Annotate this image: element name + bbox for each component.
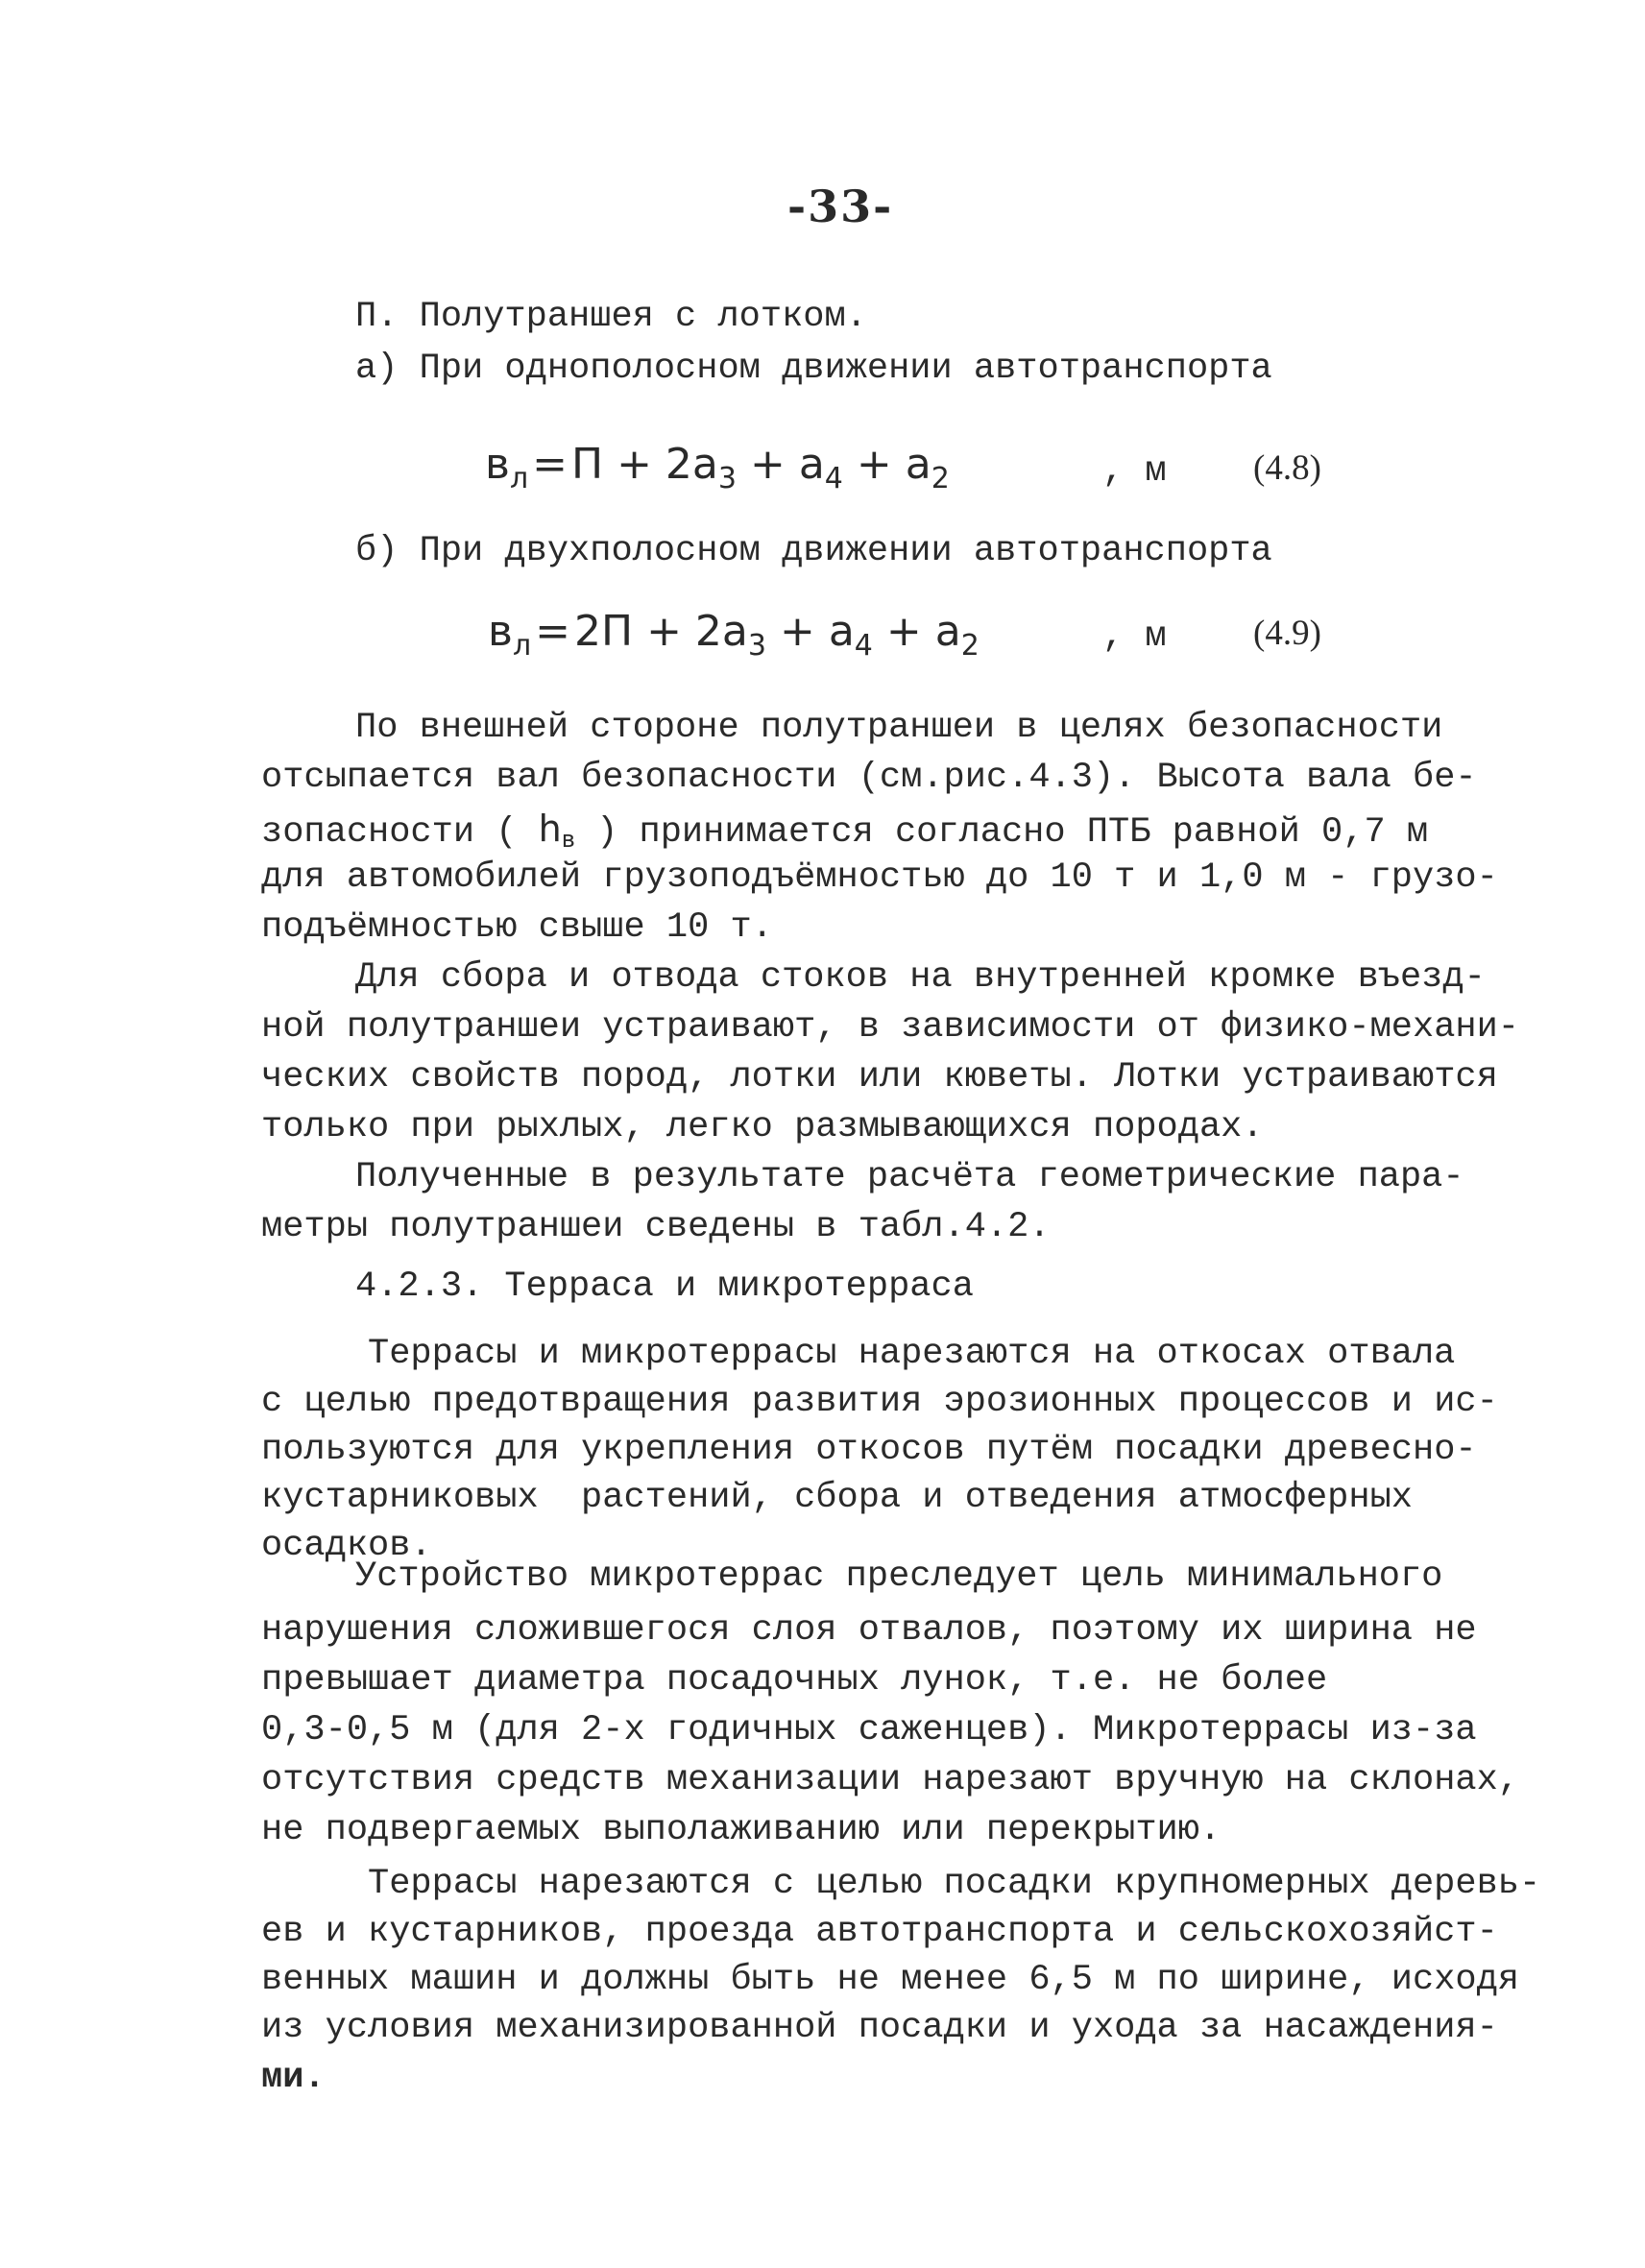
formula-subscript: 3 [747, 629, 766, 663]
paragraph-line: ной полутраншеи устраивают, в зависимости от физико-механи- [261, 1007, 1520, 1048]
paragraph-line: ми. [261, 2058, 326, 2098]
formula-lhs: в [488, 607, 513, 656]
formula-unit: , м [1102, 616, 1167, 657]
paragraph-line: из условия механизированной посадки и ухода за насаждения- [261, 2008, 1498, 2048]
paragraph-line: венных машин и должны быть не менее 6,5 м по ширине, исходя [261, 1960, 1520, 2000]
paragraph-line: только при рыхлых, легко размывающихся породах. [261, 1107, 1264, 1147]
paragraph-line: ев и кустарников, проезда автотранспорта и сельскохозяйст- [261, 1912, 1498, 1952]
formula-subscript: 3 [717, 462, 737, 495]
paragraph-line: метры полутраншеи сведены в табл.4.2. [261, 1207, 1051, 1247]
paragraph-line: Террасы нарезаются с целью посадки крупномерных деревь- [368, 1864, 1541, 1904]
paragraph-line: зопасности ( $h_в$ ) принимается согласно ПТБ равной 0,7 м [261, 808, 1429, 853]
formula-lhs-subscript: л [512, 629, 532, 663]
paragraph-line: пользуются для укрепления откосов путём посадки древесно- [261, 1430, 1477, 1470]
formula-term: 2П + 2а [574, 607, 748, 656]
formula-term: + а [872, 607, 961, 656]
paragraph-line: подъёмностью свыше 10 т. [261, 907, 773, 948]
formula-lhs-subscript: л [509, 462, 529, 495]
page-number: -33- [787, 181, 894, 232]
paragraph-line: отсыпается вал безопасности (см.рис.4.3). Высота вала бе- [261, 758, 1477, 798]
paragraph-line: с целью предотвращения развития эрозионных процессов и ис- [261, 1382, 1498, 1422]
paragraph-line: осадков. [261, 1526, 432, 1566]
paragraph-line: 0,3-0,5 м (для 2-х годичных саженцев). Микротеррасы из-за [261, 1710, 1477, 1750]
formula-unit: , м [1102, 451, 1167, 492]
subsection-heading: 4.2.3. Терраса и микротерраса [355, 1267, 974, 1307]
paragraph-line: кустарниковых растений, сбора и отведения атмосферных [261, 1478, 1413, 1518]
equals-sign: = [532, 440, 568, 489]
equation-number: (4.8) [1253, 448, 1321, 488]
paragraph-line: Устройство микротеррас преследует цель минимального [355, 1556, 1443, 1597]
paragraph-line: нарушения сложившегося слоя отвалов, поэтому их ширина не [261, 1610, 1477, 1651]
equals-sign: = [535, 607, 570, 656]
formula-lhs: в [485, 440, 510, 489]
formula-subscript: 2 [931, 462, 950, 495]
paragraph-line: превышает диаметра посадочных лунок, т.е. не более [261, 1660, 1328, 1701]
section-heading: П. Полутраншея с лотком. [355, 297, 867, 337]
item-a-text: а) При однополосном движении автотранспорта [355, 349, 1272, 389]
paragraph-line: не подвергаемых выполаживанию или перекрытию. [261, 1810, 1222, 1850]
paragraph-line: Для сбора и отвода стоков на внутренней кромке въезд- [355, 957, 1486, 998]
formula-subscript: 2 [960, 629, 980, 663]
item-b-text: б) При двухполосном движении автотранспорта [355, 531, 1272, 571]
formula-subscript: 4 [824, 462, 843, 495]
formula-term: + а [736, 440, 825, 489]
paragraph-line: По внешней стороне полутраншеи в целях безопасности [355, 708, 1443, 748]
paragraph-line: отсутствия средств механизации нарезают вручную на склонах, [261, 1760, 1520, 1800]
formula-term: П + 2а [571, 440, 718, 489]
paragraph-line: ческих свойств пород, лотки или кюветы. Лотки устраиваются [261, 1057, 1498, 1098]
formula-4-8 [485, 440, 950, 495]
formula-term: + а [765, 607, 855, 656]
equation-number: (4.9) [1253, 614, 1321, 653]
formula-term: + а [842, 440, 931, 489]
formula-subscript: 4 [854, 629, 873, 663]
paragraph-line: Полученные в результате расчёта геометрические пара- [355, 1157, 1464, 1197]
paragraph-line: для автомобилей грузоподъёмностью до 10 т и 1,0 м - грузо- [261, 857, 1498, 898]
formula-4-9 [488, 607, 980, 663]
h-symbol: $h_в$ [538, 808, 575, 853]
paragraph-line: Террасы и микротеррасы нарезаются на откосах отвала [368, 1334, 1456, 1374]
